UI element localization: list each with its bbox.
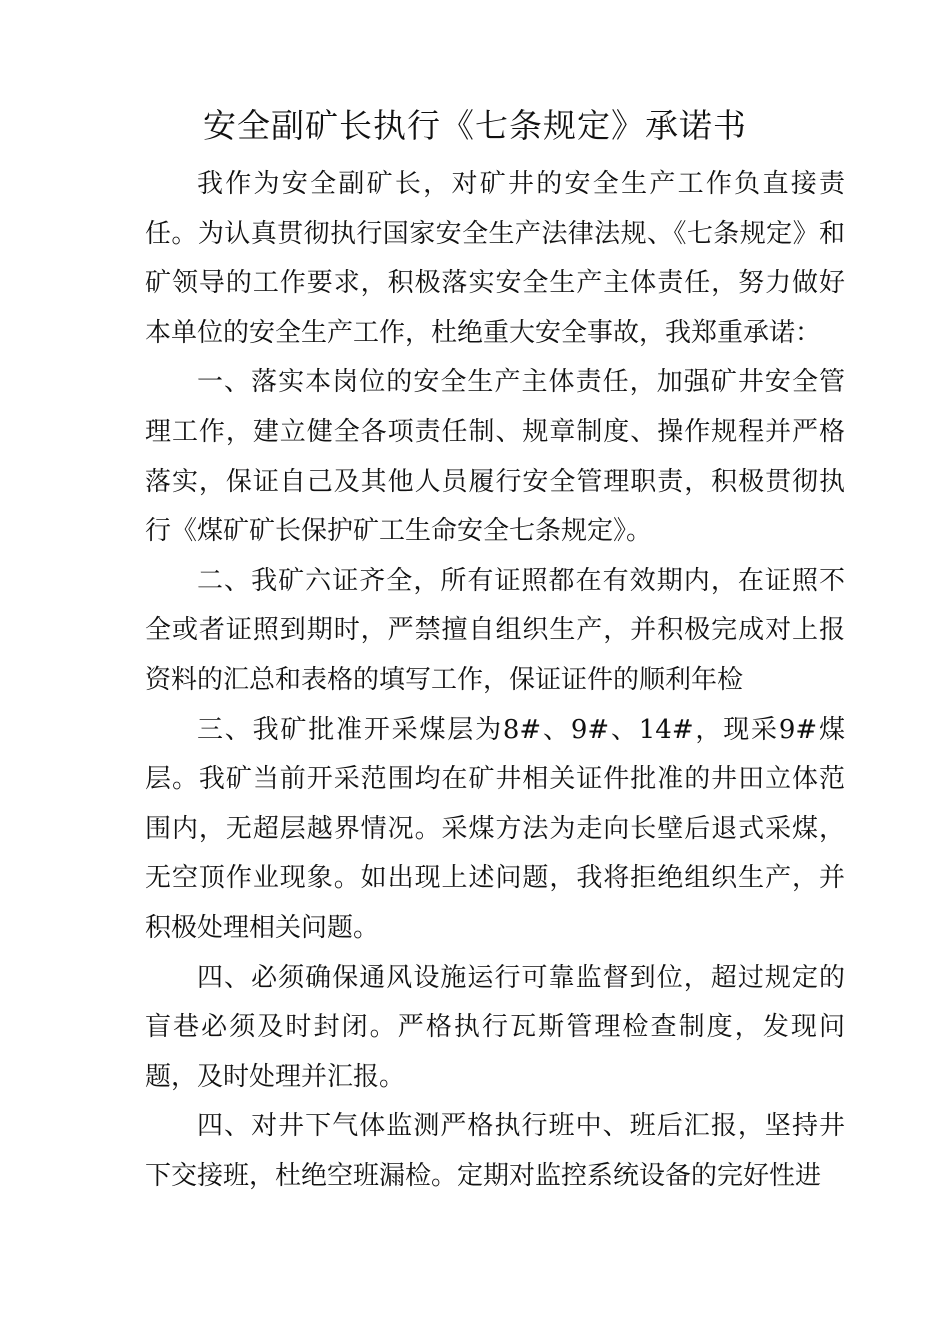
paragraph-item-5: 四、对井下气体监测严格执行班中、班后汇报，坚持井下交接班，杜绝空班漏检。定期对监控系统设备的完好性进 [145,1111,845,1191]
document-title: 安全副矿长执行《七条规定》承诺书 [203,106,747,145]
paragraph-item-2: 二、我矿六证齐全，所有证照都在有效期内，在证照不全或者证照到期时，严禁擅自组织生产，并积极完成对上报资料的汇总和表格的填写工作，保证证件的顺利年检 [145,565,845,695]
document-body [145,160,845,1201]
paragraph-intro: 我作为安全副矿长，对矿井的安全生产工作负直接责任。为认真贯彻执行国家安全生产法律法规、《七条规定》和矿领导的工作要求，积极落实安全生产主体责任，努力做好本单位的安全生产工作，杜绝重大安全事故，我郑重承诺： [145,169,845,348]
paragraph-item-1: 一、落实本岗位的安全生产主体责任，加强矿井安全管理工作，建立健全各项责任制、规章制度、操作规程并严格落实，保证自己及其他人员履行安全管理职责，积极贯彻执行《煤矿矿长保护矿工生命安全七条规定》。 [145,367,845,547]
paragraph-item-3: 三、我矿批准开采煤层为8#、9#、14#，现采9#煤层。我矿当前开采范围均在矿井相关证件批准的井田立体范围内，无超层越界情况。采煤方法为走向长壁后退式采煤，无空顶作业现象。如出现上述问题，我将拒绝组织生产，并积极处理相关问题。 [145,714,845,943]
paragraph-item-4: 四、必须确保通风设施运行可靠监督到位，超过规定的盲巷必须及时封闭。严格执行瓦斯管理检查制度，发现问题，及时处理并汇报。 [145,962,845,1092]
